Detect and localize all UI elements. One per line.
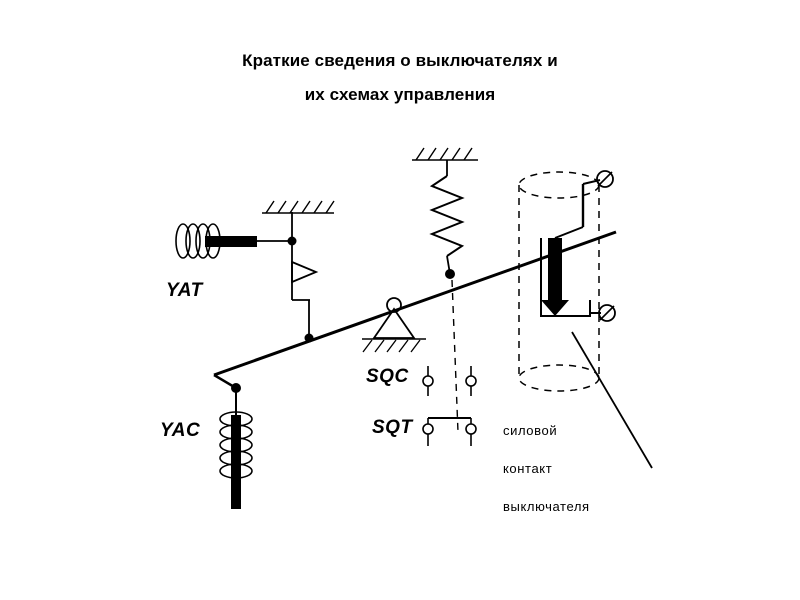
trip-coil-assembly (176, 212, 316, 343)
label-sqt: SQT (372, 417, 413, 438)
title-line-2: их схемах управления (304, 85, 496, 104)
close-coil-assembly (214, 375, 252, 509)
caption-pointer-line (572, 332, 652, 468)
spring-lever-node (445, 269, 455, 279)
sqt-contact-icon (423, 418, 476, 446)
caption-line-3: выключателя (503, 499, 590, 514)
auxiliary-contacts-group (423, 366, 476, 446)
trip-plunger (205, 236, 257, 247)
caption-line-1: силовой (503, 423, 558, 438)
upper-terminal-icon (583, 171, 613, 187)
lower-terminal-icon (590, 305, 615, 321)
label-sqc: SQC (366, 366, 409, 387)
label-yac: YAC (160, 420, 201, 441)
spring-anchor-hatching-icon (412, 148, 478, 160)
moving-contact (548, 238, 562, 300)
chamber-bottom-ellipse (519, 365, 599, 391)
triangle-pivot-icon (374, 309, 414, 338)
contact-tip (541, 300, 569, 316)
close-plunger (231, 415, 241, 509)
title-line-1: Краткие сведения о выключателях и (242, 51, 558, 70)
label-yat: YAT (166, 280, 203, 301)
spring-assembly (412, 148, 478, 432)
zigzag-spring-icon (432, 176, 462, 256)
pivot-support (362, 298, 426, 352)
trip-support-hatching-icon (262, 201, 334, 213)
aux-contact-linkage (452, 280, 458, 432)
caption-line-2: контакт (503, 461, 553, 476)
sqc-contact-icon (423, 366, 476, 396)
chamber-top-ellipse (519, 172, 599, 198)
latch-hook (292, 262, 316, 282)
